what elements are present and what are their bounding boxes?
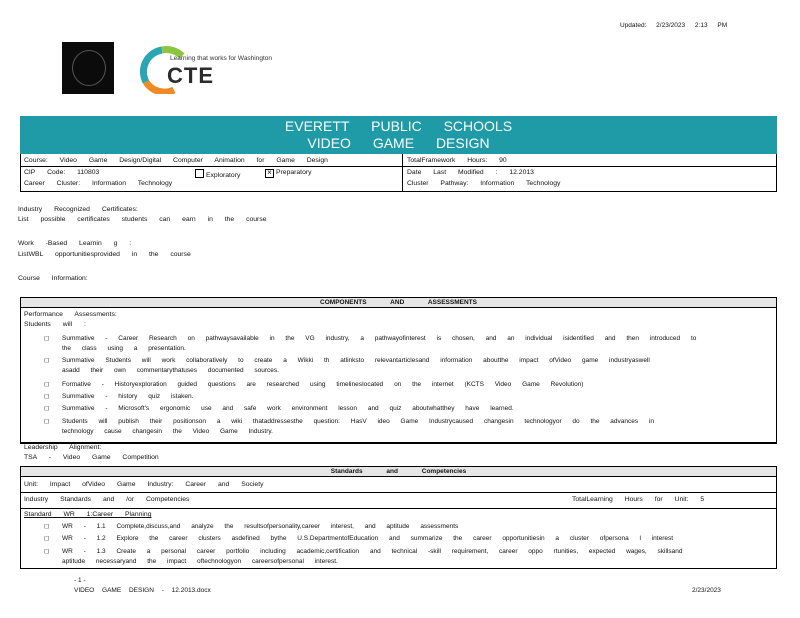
unit-title: Unit: Impact ofVideo Game Industry: Career and Society [24, 481, 264, 488]
standard-item: ◻ WR - 1.2 Explore the career clusters asdefined bythe U.S.DepartmentofEducation and summarize the career opportunitiesin a cluster ofpersona l interest [44, 535, 674, 542]
components-section-header: COMPONENTS AND ASSESSMENTS [20, 297, 777, 308]
banner-title-line1: EVERETT PUBLIC SCHOOLS [284, 118, 513, 134]
exploratory-label: Exploratory [206, 172, 241, 179]
standard-item: ◻ WR - 1.3 Create a personal career portfolio including academic,certification and technical -skill requirement, career oppo rtunities, expected wages, skillsand [44, 548, 683, 555]
assessment-item: ◻ Summative - history quiz istaken. [44, 393, 194, 400]
title-banner [20, 116, 777, 154]
standards-rule [20, 508, 777, 509]
leadership-rule [20, 443, 777, 444]
standard-item-cont: aptitude necessaryand the impact oftechnologyon careersofpersonal interest. [62, 558, 338, 565]
cte-tagline: Learning that works for Washington [170, 55, 273, 62]
assessment-item: ◻ Summative - Microsoft's ergonomic use and safe work environment lesson and quiz aboutwhatthey have learned. [44, 405, 514, 412]
unit-rule [20, 492, 777, 493]
students-will-label: Students will : [24, 321, 86, 328]
footer-filename: VIDEO GAME DESIGN - 12.2013.docx [74, 587, 211, 594]
assessment-item: ◻ Students will publish their positionson a wiki thataddressesthe question: HasV ideo Game Industrycaused changesin technologyor do the advances in [44, 418, 654, 425]
industry-standards-label: Industry Standards and /or Competencies [24, 496, 190, 503]
standard-item: ◻ WR - 1.1 Complete,discuss,and analyze the resultsofpersonality,career interest, and aptitude assessments [44, 523, 459, 530]
cip-code: CIP Code: 110803 [24, 169, 100, 176]
standards-section-header: Standards and Competencies [20, 466, 777, 477]
cluster-pathway: Cluster Pathway: Information Technology [407, 180, 561, 187]
exploratory-option[interactable] [195, 169, 240, 179]
cte-wordmark: CTE [167, 63, 214, 88]
table-rule [20, 166, 777, 167]
performance-assessments-label: Performance Assessments: [24, 311, 117, 318]
preparatory-label: Preparatory [276, 169, 312, 176]
certificates-heading: Industry Recognized Certificates: [18, 206, 138, 213]
career-cluster: Career Cluster: Information Technology [24, 180, 173, 187]
banner-title-line2: VIDEO GAME DESIGN [307, 135, 490, 151]
page-number: - 1 - [74, 577, 86, 584]
assessment-item-cont: asadd their own commentarythatuses documented sources. [62, 367, 279, 374]
course-information-heading: Course Information: [18, 275, 88, 282]
standard-label: Standard WR 1:Career Planning [24, 511, 152, 518]
assessment-item: ◻ Formative - Historyexploration guided questions are researched using timelinesIocated on the internet (KCTS Video Game Revolution) [44, 381, 584, 388]
assessment-item-cont: the class using a presentation. [62, 345, 186, 352]
cte-logo-mark [134, 42, 324, 94]
wbl-heading: Work -Based Learnin g : [18, 240, 132, 247]
exploratory-checkbox[interactable] [195, 169, 204, 178]
table-divider [402, 154, 403, 192]
district-seal-logo [62, 42, 114, 94]
assessment-item-cont: technology cause changesin the Video Game Industry. [62, 428, 273, 435]
preparatory-checkbox[interactable] [265, 169, 274, 178]
total-hours: TotalFramework Hours: 90 [407, 157, 507, 164]
wbl-text: ListWBL opportunitiesprovided in the course [18, 251, 191, 258]
updated-timestamp: Updated: 2/23/2023 2:13 PM [620, 22, 728, 29]
certificates-text: List possible certificates students can earn in the course [18, 216, 267, 223]
assessment-item: ◻ Summative Students will work collaboratively to create a Wikki th atlinksto relevantarticlesand information aboutthe impact ofVideo game industryaswell [44, 357, 650, 364]
date-modified: Date Last Modified : 12.2013 [407, 169, 534, 176]
footer-date: 2/23/2023 [692, 587, 721, 594]
course-name: Course: Video Game Design/Digital Computer Animation for Game Design [24, 157, 328, 164]
leadership-heading: Leadership Alignment: [24, 444, 102, 451]
preparatory-option[interactable] [265, 169, 312, 178]
assessment-item: ◻ Summative - Career Research on pathwaysavailable in the VG industry, a pathwayofinterest is chosen, and an individual isidentified and then introduced to [44, 335, 697, 342]
unit-learning-hours: TotalLearning Hours for Unit: 5 [572, 496, 705, 503]
leadership-text: TSA - Video Game Competition [24, 454, 159, 461]
